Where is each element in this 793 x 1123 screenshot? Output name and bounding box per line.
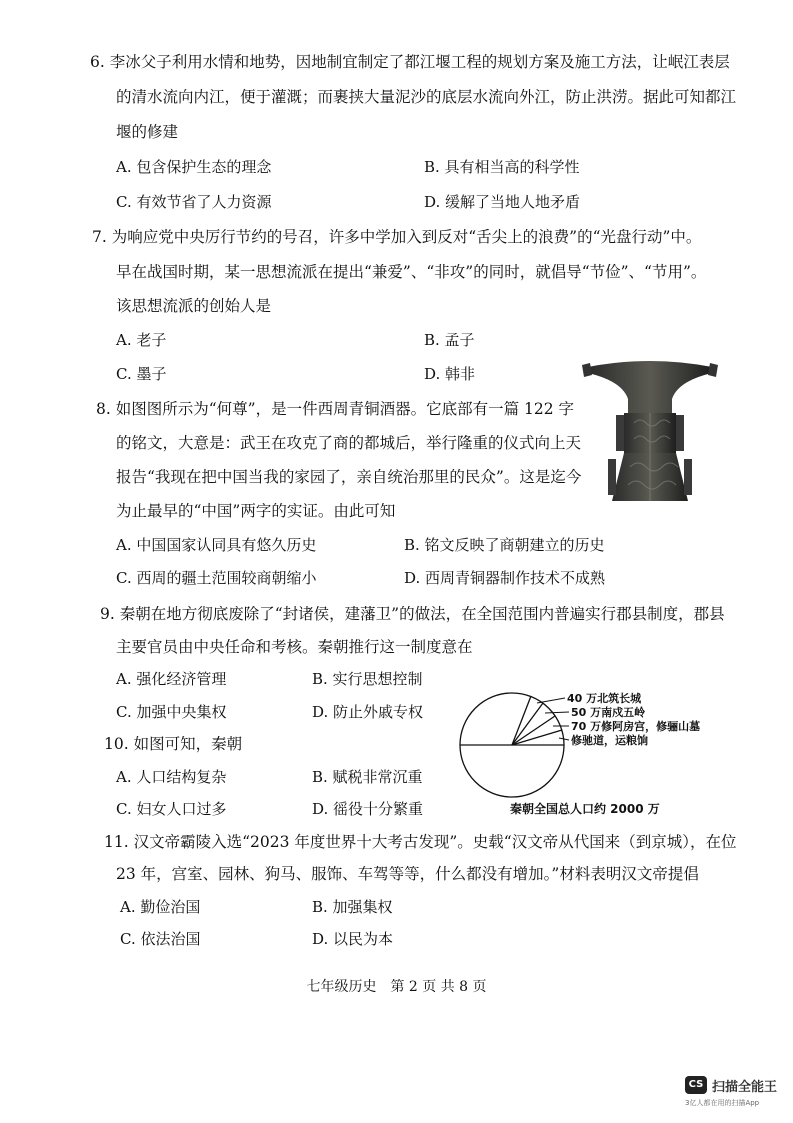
q11-line-2: 23 年，宫室、园林、狗马、服饰、车驾等等，什么都没有增加。”材料表明汉文帝提倡 — [116, 865, 699, 883]
q10-option-d: D. 徭役十分繁重 — [312, 800, 424, 818]
q6-line-2: 的清水流向内江，便于灌溉；而裹挟大量泥沙的底层水流向外江，防止洪涝。据此可知都江 — [116, 88, 737, 106]
q7-line-2: 早在战国时期，某一思想流派在提出“兼爱”、“非攻”的同时，就倡导“节俭”、“节用”。 — [116, 263, 707, 281]
scanner-app-name: 扫描全能王 — [712, 1080, 778, 1095]
q8-option-d: D. 西周青铜器制作技术不成熟 — [404, 569, 606, 587]
scanner-tagline: 3亿人都在用的扫描App — [685, 1099, 760, 1107]
q9-line-2: 主要官员由中央任命和考核。秦朝推行这一制度意在 — [116, 638, 473, 656]
q10-option-a: A. 人口结构复杂 — [116, 768, 227, 786]
q8-line-3: 报告“我现在把中国当我的家园了，亲自统治那里的民众”。这是迄今 — [116, 468, 582, 486]
q11-option-a: A. 勤俭治国 — [120, 898, 201, 916]
q7-option-c: C. 墨子 — [116, 365, 167, 383]
pie-label-great-wall: 40 万北筑长城 — [567, 692, 642, 705]
q8-option-c: C. 西周的疆土范围较商朝缩小 — [116, 569, 317, 587]
pie-radius-2 — [512, 703, 543, 745]
q7-line-3: 该思想流派的创始人是 — [116, 297, 272, 315]
q10-option-c: C. 妇女人口过多 — [116, 800, 227, 818]
page-footer: 七年级历史 第 2 页 共 8 页 — [306, 979, 487, 995]
he-zun-bronze-vessel-image — [580, 355, 720, 505]
q9-option-d: D. 防止外戚专权 — [312, 703, 424, 721]
q8-line-1: 8. 如图图所示为“何尊”，是一件西周青铜酒器。它底部有一篇 122 字 — [96, 400, 575, 418]
q11-option-d: D. 以民为本 — [312, 930, 394, 948]
q6-line-1: 6. 李冰父子利用水情和地势，因地制宜制定了都江堰工程的规划方案及施工方法，让岷江表层 — [90, 53, 730, 71]
pie-label-epang-palace: 70 万修阿房宫，修骊山墓 — [571, 720, 701, 733]
pie-radius-3 — [512, 716, 555, 745]
q7-line-1: 7. 为响应党中央厉行节约的号召，许多中学加入到反对“舌尖上的浪费”的“光盘行动”中。 — [92, 228, 702, 246]
q8-option-a: A. 中国国家认同具有悠久历史 — [116, 536, 317, 554]
q6-option-c: C. 有效节省了人力资源 — [116, 193, 272, 211]
q8-line-4: 为止最早的“中国”两字的实证。由此可知 — [116, 502, 396, 520]
q10-option-b: B. 赋税非常沉重 — [312, 768, 423, 786]
qin-population-pie-figure — [455, 688, 785, 818]
pie-caption: 秦朝全国总人口约 2000 万 — [510, 802, 660, 816]
q7-option-a: A. 老子 — [116, 331, 167, 349]
q11-option-c: C. 依法治国 — [120, 930, 201, 948]
pie-label-roads-grain: 修驰道，运粮饷 — [571, 734, 648, 747]
q6-line-3: 堰的修建 — [116, 123, 179, 141]
q9-option-a: A. 强化经济管理 — [116, 670, 227, 688]
q9-option-b: B. 实行思想控制 — [312, 670, 423, 688]
q7-option-d: D. 韩非 — [424, 365, 476, 383]
q9-option-c: C. 加强中央集权 — [116, 703, 227, 721]
pie-leader-1 — [537, 698, 565, 703]
pie-radius-1 — [512, 696, 531, 745]
q11-option-b: B. 加强集权 — [312, 898, 393, 916]
q11-line-1: 11. 汉文帝霸陵入选“2023 年度世界十大考古发现”。史载“汉文帝从代国来（到京城），在位 — [104, 833, 737, 851]
q6-option-d: D. 缓解了当地人地矛盾 — [424, 193, 581, 211]
pie-radius-4 — [512, 730, 562, 745]
q9-line-1: 9. 秦朝在地方彻底废除了“封诸侯，建藩卫”的做法，在全国范围内普遍实行郡县制度，郡县 — [100, 605, 725, 623]
q7-option-b: B. 孟子 — [424, 331, 475, 349]
pie-label-five-ranges: 50 万南戍五岭 — [571, 706, 646, 719]
q10-line-1: 10. 如图可知，秦朝 — [104, 735, 243, 753]
q8-option-b: B. 铭文反映了商朝建立的历史 — [404, 536, 605, 554]
q6-option-a: A. 包含保护生态的理念 — [116, 158, 272, 176]
pie-leader-2 — [545, 712, 569, 713]
cs-logo-icon: CS — [685, 1076, 707, 1094]
q6-option-b: B. 具有相当高的科学性 — [424, 158, 580, 176]
q8-line-2: 的铭文，大意是：武王在攻克了商的都城后，举行隆重的仪式向上天 — [116, 434, 582, 452]
